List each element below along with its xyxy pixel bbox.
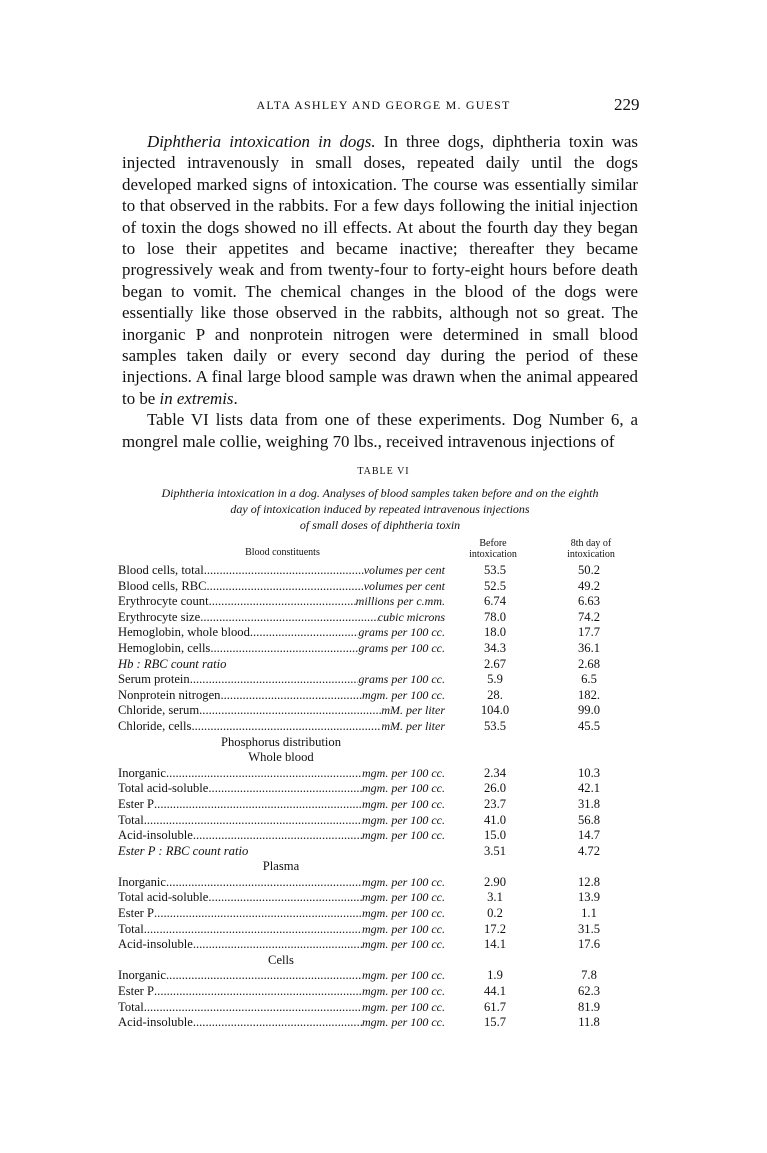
constituent-name: Total (118, 921, 144, 936)
row-label (118, 797, 445, 812)
row-label (118, 610, 445, 625)
row-label (118, 968, 445, 983)
unit-label: mgm. per 100 cc. (362, 828, 445, 843)
constituent-name: Nonprotein nitrogen (118, 687, 221, 702)
value-after: 50.2 (577, 563, 601, 577)
value-before: 23.7 (483, 796, 507, 811)
value-after: 11.8 (578, 1015, 600, 1030)
value-after: 42.1 (577, 781, 601, 796)
value-before: 15.0 (483, 828, 507, 843)
unit-label: mgm. per 100 cc. (362, 874, 445, 889)
row-label (118, 875, 445, 890)
row-label (118, 563, 445, 578)
dot-leader (166, 766, 362, 781)
unit-label: mgm. per 100 cc. (362, 968, 445, 983)
latin-phrase: in extremis (159, 388, 234, 408)
unit-label: mgm. per 100 cc. (362, 687, 445, 702)
value-before: 0.2 (487, 906, 503, 921)
row-label (118, 890, 445, 905)
unit-label: mgm. per 100 cc. (362, 781, 445, 796)
running-header: ALTA ASHLEY AND GEORGE M. GUEST (256, 98, 511, 112)
table-row (0, 1015, 767, 1031)
column-header-constituents: Blood constituents (245, 547, 320, 558)
value-after: 81.9 (577, 999, 601, 1014)
unit-label: mgm. per 100 cc. (362, 921, 445, 936)
unit-label: volumes per cent (363, 578, 445, 593)
value-after: 10.3 (577, 765, 601, 780)
caption-line: of small doses of diphtheria toxin (299, 518, 461, 532)
table-row (0, 1000, 767, 1016)
row-label (118, 766, 445, 781)
value-after: 7.8 (581, 968, 597, 983)
dot-leader (208, 781, 362, 796)
row-label (118, 906, 445, 921)
value-before: 78.0 (483, 609, 507, 624)
table-row (0, 766, 767, 782)
table-row (0, 594, 767, 610)
dot-leader (220, 688, 362, 703)
table-row (0, 703, 767, 719)
value-before: 53.5 (483, 718, 507, 733)
table-row (0, 672, 767, 688)
caption-line: day of intoxication induced by repeated intravenous injections (230, 502, 530, 516)
paragraph (122, 131, 638, 409)
dot-leader (199, 703, 381, 718)
value-after: 2.68 (577, 656, 601, 671)
dot-leader (193, 937, 362, 952)
unit-label: mgm. per 100 cc. (362, 1015, 445, 1030)
value-after: 17.6 (577, 937, 601, 952)
value-after: 13.9 (577, 890, 601, 905)
value-before: 1.9 (487, 968, 503, 983)
constituent-name: Blood cells, RBC (118, 578, 207, 593)
dot-leader (166, 875, 362, 890)
dot-leader (209, 594, 356, 609)
table-row (0, 657, 767, 673)
unit-label: millions per c.mm. (355, 594, 445, 609)
value-before: 41.0 (483, 812, 507, 827)
dot-leader (191, 719, 381, 734)
dot-leader (144, 1000, 362, 1015)
row-label (118, 984, 445, 999)
constituent-name: Acid-insoluble (118, 1015, 193, 1030)
constituent-name: Serum protein (118, 672, 190, 687)
dot-leader (204, 563, 364, 578)
table-row (0, 937, 767, 953)
row-label (118, 937, 445, 952)
value-before: 61.7 (483, 999, 507, 1014)
row-label (118, 703, 445, 718)
table-row (0, 922, 767, 938)
value-after: 36.1 (577, 640, 601, 655)
row-label (118, 625, 445, 640)
table-row (0, 610, 767, 626)
row-label (118, 844, 445, 859)
dot-leader (193, 1015, 362, 1030)
value-after: 31.5 (577, 921, 601, 936)
value-after: 6.5 (581, 672, 597, 687)
dot-leader (166, 968, 362, 983)
dot-leader (250, 625, 358, 640)
value-before: 3.51 (483, 843, 507, 858)
dot-leader (190, 672, 359, 687)
unit-label: mgm. per 100 cc. (362, 906, 445, 921)
dot-leader (154, 797, 362, 812)
constituent-name: Erythrocyte count (118, 594, 209, 609)
section-heading: Diphtheria intoxication in dogs. (147, 132, 376, 151)
value-before: 15.7 (483, 1015, 507, 1030)
unit-label: mgm. per 100 cc. (362, 812, 445, 827)
row-label (118, 1015, 445, 1030)
row-label (118, 1000, 445, 1015)
constituent-name: Acid-insoluble (118, 937, 193, 952)
unit-label: grams per 100 cc. (358, 640, 445, 655)
column-header-line: Before (479, 538, 507, 549)
unit-label: mgm. per 100 cc. (362, 937, 445, 952)
value-before: 6.74 (483, 594, 507, 609)
value-after: 6.63 (577, 594, 601, 609)
unit-label: mgm. per 100 cc. (362, 765, 445, 780)
constituent-name: Total (118, 999, 144, 1014)
caption-line: Diphtheria intoxication in a dog. Analyses of blood samples taken before and on the eighth (161, 486, 599, 500)
unit-label: mgm. per 100 cc. (362, 796, 445, 811)
table-row (0, 641, 767, 657)
value-before: 53.5 (483, 563, 507, 577)
constituent-name: Hb : RBC count ratio (118, 656, 227, 671)
value-before: 2.34 (483, 765, 507, 780)
constituent-name: Chloride, serum (118, 703, 200, 718)
table-row (0, 984, 767, 1000)
unit-label: mM. per liter (381, 718, 445, 733)
row-label (118, 641, 445, 656)
row-label (118, 657, 445, 672)
table-caption (110, 485, 650, 533)
table-row (0, 579, 767, 595)
value-after: 4.72 (577, 843, 601, 858)
dot-leader (144, 922, 362, 937)
value-before: 2.90 (483, 874, 507, 889)
row-label (118, 922, 445, 937)
column-header-line: intoxication (567, 548, 615, 560)
dot-leader (207, 579, 364, 594)
unit-label: mgm. per 100 cc. (362, 999, 445, 1014)
table-row (0, 828, 767, 844)
constituent-name: Total (118, 812, 144, 827)
table-row (0, 844, 767, 860)
constituent-name: Acid-insoluble (118, 828, 193, 843)
value-after: 14.7 (577, 828, 601, 843)
dot-leader (210, 641, 358, 656)
row-label (118, 813, 445, 828)
column-header-line: intoxication (469, 548, 517, 560)
table-row (0, 875, 767, 891)
value-after: 182. (577, 687, 601, 702)
dot-leader (154, 984, 362, 999)
unit-label: grams per 100 cc. (358, 672, 445, 687)
table-section-heading (0, 859, 767, 875)
value-after: 12.8 (577, 874, 601, 889)
constituent-name: Ester P (118, 796, 155, 811)
value-after: 31.8 (577, 796, 601, 811)
section-heading-text: Cells (268, 952, 294, 967)
value-after: 45.5 (577, 718, 601, 733)
column-header-before (455, 539, 531, 560)
constituent-name: Hemoglobin, cells (118, 640, 211, 655)
section-heading-text: Phosphorus distribution (220, 734, 341, 749)
row-label (118, 828, 445, 843)
table-section-heading (0, 750, 767, 766)
constituent-name: Total acid-soluble (118, 890, 209, 905)
value-before: 26.0 (483, 781, 507, 796)
section-heading-text: Plasma (262, 859, 300, 874)
dot-leader (208, 890, 362, 905)
body-text (122, 131, 638, 452)
paragraph-text: In three dogs, diphtheria toxin was injected intravenously in small doses, repeated daily until the dogs developed marked signs of intoxication. The course was essentially similar to that observed in the rabbits. For a few days following the initial injection of toxin the dogs showed no ill effects. At about the fourth day they began to lose their appetites and became inactive; thereafter they became progressively weak and from twenty-four to forty-eight hours before death began to vomit. The chemical changes in the blood of the dogs were essentially like those observed in the rabbits, although not so great. The inorganic P and nonprotein nitrogen were determined in small blood samples taken daily or every second day during the period of these injections. A final large blood sample was drawn when the animal appeared to be (122, 132, 638, 408)
constituent-name: Blood cells, total (118, 563, 204, 577)
value-before: 104.0 (480, 703, 510, 718)
column-header-after (553, 539, 629, 560)
table-row (0, 968, 767, 984)
table-row (0, 813, 767, 829)
value-after: 74.2 (577, 609, 601, 624)
constituent-name: Total acid-soluble (118, 781, 209, 796)
table-row (0, 890, 767, 906)
value-after: 17.7 (577, 625, 601, 640)
paragraph: Table VI lists data from one of these experiments. Dog Number 6, a mongrel male collie, weighing 70 lbs., received intravenous injections of (122, 410, 638, 451)
table-row (0, 906, 767, 922)
row-label (118, 781, 445, 796)
paragraph-text-end: . (233, 388, 238, 408)
dot-leader (193, 828, 362, 843)
dot-leader (144, 813, 362, 828)
unit-label: grams per 100 cc. (358, 625, 445, 640)
constituent-name: Inorganic (118, 968, 167, 983)
dot-leader (200, 610, 378, 625)
section-heading-text: Whole blood (248, 750, 314, 765)
table-row (0, 688, 767, 704)
constituent-name: Ester P : RBC count ratio (118, 843, 249, 858)
row-label (118, 672, 445, 687)
constituent-name: Chloride, cells (118, 718, 192, 733)
row-label (118, 579, 445, 594)
unit-label: mgm. per 100 cc. (362, 890, 445, 905)
value-before: 14.1 (483, 937, 507, 952)
value-before: 3.1 (487, 890, 503, 905)
unit-label: cubic microns (377, 609, 445, 624)
value-after: 49.2 (577, 578, 601, 593)
column-header-line: 8th day of (570, 538, 612, 549)
table-section-heading (0, 953, 767, 969)
value-before: 28. (487, 687, 503, 702)
table-body (0, 563, 767, 1031)
value-before: 17.2 (483, 921, 507, 936)
table-section-heading (0, 735, 767, 751)
value-after: 56.8 (577, 812, 601, 827)
value-before: 5.9 (487, 672, 503, 687)
value-after: 99.0 (577, 703, 601, 718)
row-label (118, 688, 445, 703)
table-label: TABLE VI (357, 466, 410, 477)
table-row (0, 781, 767, 797)
table-row (0, 797, 767, 813)
constituent-name: Inorganic (118, 765, 167, 780)
row-label (118, 719, 445, 734)
unit-label: mgm. per 100 cc. (362, 984, 445, 999)
table-row (0, 719, 767, 735)
unit-label: volumes per cent (363, 563, 445, 577)
dot-leader (154, 906, 362, 921)
constituent-name: Ester P (118, 906, 155, 921)
table-row (0, 625, 767, 641)
value-before: 52.5 (483, 578, 507, 593)
page-number: 229 (614, 95, 640, 114)
constituent-name: Ester P (118, 984, 155, 999)
value-before: 2.67 (483, 656, 507, 671)
value-before: 44.1 (483, 984, 507, 999)
row-label (118, 594, 445, 609)
value-before: 18.0 (483, 625, 507, 640)
constituent-name: Inorganic (118, 874, 167, 889)
value-after: 1.1 (581, 906, 597, 921)
table-row (0, 563, 767, 579)
value-before: 34.3 (483, 640, 507, 655)
constituent-name: Hemoglobin, whole blood (118, 625, 250, 640)
value-after: 62.3 (577, 984, 601, 999)
unit-label: mM. per liter (381, 703, 445, 718)
constituent-name: Erythrocyte size (118, 609, 201, 624)
